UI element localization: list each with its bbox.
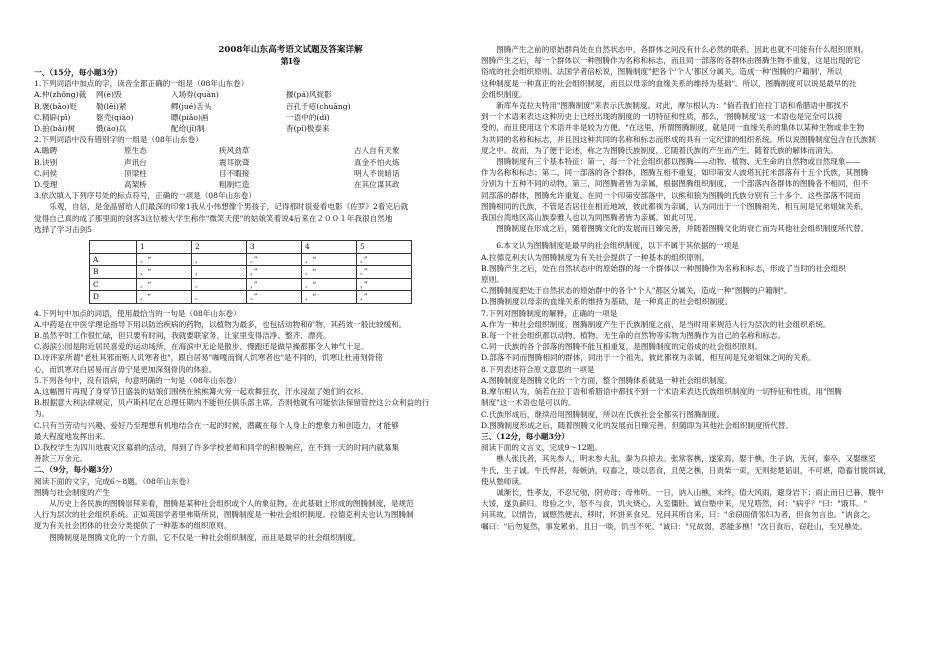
table-row <box>90 253 412 266</box>
option-cell: 百孔千疮(chuāng) <box>286 101 351 111</box>
q3-passage-line: 觉得自己真的成了那里面的剑客3这位被大学生称作"微笑天使"的姑娘笑着说4后来在２００１年我很自然地 <box>34 213 393 223</box>
text-line: C.氏族形成后，继续沿用图腾制度，所以在氏族社会全都实行图腾制度。 <box>481 409 725 419</box>
table-cell: ，“ <box>302 291 357 304</box>
text-line: 心，而饥寒对白居易而言毋宁是更加深刻骨肉的体验。 <box>34 364 217 374</box>
q5-stem: 5.下列各句中，没有语病，句意明确的一句是（08年山东卷） <box>34 375 241 385</box>
text-line: 会组织制度。 <box>481 89 527 99</box>
q1-options <box>34 89 467 134</box>
option-cell: 震耳欲聋 <box>219 157 250 167</box>
option-cell: C.精辟(pì) <box>34 112 71 122</box>
q1-stem: 1.下列词语中加点的字，读音全都正确的一组是（08年山东卷） <box>34 79 249 89</box>
punctuation-table <box>89 240 412 304</box>
table-cell: ，“ <box>137 291 192 304</box>
table-header-cell: 5 <box>357 241 412 254</box>
text-line: 樵人张氏者，其先参人，明末参大乱，秦为兵掠去。张常客樵，遂家焉。娶于樵，生子讷，无何，秦卒，又娶继室 <box>496 454 876 464</box>
option-cell: 揠(pá)风捉影 <box>286 90 332 100</box>
option-cell: 配给(jǐ)制 <box>171 124 205 134</box>
text-line: 图腾产生之前的原始群尚处在自然状态中，各群体之间没有什么必然的联系。因此也就不可能有什么组织原则。 <box>496 45 869 54</box>
text-line: 善款三万余元。 <box>34 454 88 464</box>
text-line: A.中药是在中医学理论指导下用以防治疾病的药物，以植物为最多，也包括动物和矿物，其药效一般比较缓和。 <box>34 319 407 329</box>
text-line: C.同一氏族的各个部落的图腾不能互相重复，是图腾制度的定俗成的社会组织原则。 <box>481 342 763 352</box>
table-cell: ，” <box>357 278 412 291</box>
table-cell: ，” <box>247 278 302 291</box>
table-cell: 。 <box>192 278 247 291</box>
option-cell: 高架桥 <box>124 180 147 190</box>
option-row <box>34 168 467 179</box>
q8-stem: 8.下列表述符合原文意思的一项是 <box>481 364 595 374</box>
q2-options <box>34 145 467 190</box>
text-line: A.这幅图片再现了身穿节日盛装的姑娘们围绕在熊熊篝火旁一起欢舞狂衣，汗水浸湿了她们的衣衫。 <box>34 386 369 396</box>
option-cell: 入场券(quàn) <box>171 90 219 100</box>
option-cell: 真金不怕火炼 <box>354 157 400 167</box>
text-line: B.根据意大利法律规定，贝卢斯科尼在总理任期内不能担任俱乐部主席，否则他就有可能依法保留管控这公众利益的行 <box>34 398 430 408</box>
text-line: 为。 <box>34 409 50 419</box>
text-line: B.摩尔根认为，倘若在拉丁语和希腊语中都找不到一个术语来表达氏族组织制度的一切特征和性质，用"图腾 <box>481 387 842 397</box>
text-line: 图腾制度在形成之后，随着图腾文化的发展而日臻完善，并随着图腾文化的衰亡而为其他社会组织制度所代替。 <box>496 224 869 234</box>
table-cell: A <box>90 253 137 266</box>
option-cell: 在其位谋其政 <box>354 180 400 190</box>
q6-options <box>481 252 914 308</box>
text-line: 我国台湾地区高山族泰雅人也以为同图腾者皆为亲属。如此可见。 <box>481 213 702 223</box>
option-cell: 古人自有天象 <box>354 146 400 156</box>
option-cell: 瞟(piǎo)画 <box>171 112 209 122</box>
text-line: B.图腾产生之后，处在自然状态中的原始群的每一个群体以一种图腾作为名称和标志，形成了当时的社会组织 <box>481 263 846 273</box>
text-line: 使从塾师读。 <box>481 476 527 486</box>
table-cell: ， <box>192 253 247 266</box>
table-header-cell: 2 <box>192 241 247 254</box>
option-cell: 鳏(jué)舌头 <box>171 101 212 111</box>
text-line: 原则。 <box>481 275 504 285</box>
table-cell: 。“ <box>302 278 357 291</box>
q7-options <box>481 319 914 364</box>
section-2-header: 二、（9分，每小题3分） <box>34 465 117 475</box>
text-line: 这种制度是一种真正的社会组织制度，而且以母亲的血缘关系的维持为基础"。所以，图腾制度可以说是最早的社 <box>481 78 857 88</box>
q3-stem: 3.依次填入下列序号处的标点符号，正确的一项是（08年山东卷） <box>34 191 256 201</box>
text-line: 诚渐长，性孝友，不忍兄劬，阴劝母；母弗听。一日，讷入山樵，未终，值大风雨，避身岩下；雨止而日已暮，腹中 <box>496 487 884 497</box>
text-line: 制度"这一术语也是可以的。 <box>481 398 576 408</box>
table-row <box>90 266 412 279</box>
text-line: A.作为一种社会组织制度，图腾制度产生于氏族制度之前，是当时用来规范人行为层次的社会组织系统。 <box>481 319 831 329</box>
table-header-cell: 4 <box>302 241 357 254</box>
table-row <box>90 278 412 291</box>
q8-options <box>481 375 914 431</box>
text-line: C.海滨公园是附近居民喜爱的运动场所，在海滨中无论是散步、慢跑还是做早操都都令人神气十足。 <box>34 342 369 352</box>
text-line: A.图腾制度是图腾文化的一个方面，整个图腾体系就是一种社会组织制度。 <box>481 375 732 385</box>
left-column <box>34 44 467 543</box>
option-row <box>34 123 467 134</box>
option-cell: 顶梁柱 <box>124 168 147 178</box>
table-cell: C <box>90 278 137 291</box>
text-line: 度之中。故而，为了便于论述，称之为图腾氏族制度，它随着氏族的产生而产生，随着氏族的解体而消失。 <box>481 145 838 155</box>
table-header-cell: 3 <box>247 241 302 254</box>
q5-options <box>34 386 467 464</box>
table-cell: 。” <box>357 253 412 266</box>
option-cell: 慑(áo)兵 <box>96 124 127 134</box>
option-cell: C.问侯 <box>34 168 58 178</box>
table-cell: 。“ <box>137 253 192 266</box>
table-cell: ，” <box>247 266 302 279</box>
option-cell: A.瞻聘 <box>34 146 58 156</box>
volume-label: 第Ⅰ卷 <box>280 56 301 66</box>
classical-passage <box>481 453 914 531</box>
text-line: 作为名称和标志；第二，同一部落的各个群体，图腾互相不重复，如印第安人波塔瓦托米部落有十五个氏族，其图腾 <box>481 168 869 178</box>
text-line: 嘱曰："后勿复然，事发累弟。且日一啖，饥当不死。"诚曰："兄故弱，恶能多樵！"次日食后，窃赴山，至兄樵处。 <box>481 521 868 531</box>
essay-paragraph: 图腾制度是图腾文化的一个方面，它不仅是一种社会组织制度，而且是最早的社会组织制度。 <box>49 532 361 542</box>
q4-options <box>34 319 467 375</box>
table-cell: 。 <box>192 291 247 304</box>
table-header-cell <box>90 241 137 254</box>
option-cell: A.仲(zhōng)裁 <box>34 90 87 100</box>
q2-stem: 2.下列词语中没有错别字的一组是（08年山东卷） <box>34 135 203 145</box>
option-cell: 粗制烂造 <box>219 180 250 190</box>
option-cell: 疾风劲草 <box>219 146 250 156</box>
text-line: B.每一个社会组织都以动物、植物、无生命的自然物等实物为图腾作为自己的名称和标志。 <box>481 331 786 341</box>
option-cell: 明人不说暗话 <box>354 168 400 178</box>
option-row <box>34 157 467 168</box>
text-line: D.图腾制度以母亲的血缘关系的维持为基础，是一种真正的社会组织制度。 <box>481 297 733 307</box>
text-line: 为共同的名称和标志，并且因这种共同的名称和标志而形成的具有一定纪律的组织系统。所以说图腾制度包含在氏族制 <box>481 134 876 144</box>
essay-title: 图腾与社会制度的产生 <box>34 487 110 497</box>
text-line: 图腾相同的氏族，不管是否居住在相近地域，彼此都视为亲属，认为同出于一个图腾祖先，相互间是兄弟姐妹关系， <box>481 201 869 211</box>
table-cell: 。” <box>247 291 302 304</box>
option-cell: 网(è)毁 <box>96 90 122 100</box>
table-cell: ，“ <box>137 266 192 279</box>
text-line: 最大程度地发挥出来。 <box>34 431 110 441</box>
table-row <box>90 291 412 304</box>
table-cell: 。“ <box>302 266 357 279</box>
section-1-header: 一、（15分，每小题3分） <box>34 68 122 77</box>
page-title: 2008年山东高考语文试题及答案详解 <box>218 45 363 55</box>
table-cell: ， <box>192 266 247 279</box>
text-line: C.只有当劳动与兴趣、爱好乃至理想有机地结合在一起的时候，潜藏在每个人身上的想象力和创造力，才能够 <box>34 420 399 430</box>
text-line: D.图腾制度形成之后，随着图腾文化的发展而日臻完善，但随即为其他社会组织制度所代替。 <box>481 420 793 430</box>
text-line: 到一个术语来表达这种历史上已经出现的制度的一切特征和性质，那么，'图腾制度'这一术语也是完全可以接 <box>481 112 843 122</box>
option-cell: 勒(lēi)紧 <box>96 101 127 111</box>
table-cell: 。” <box>247 253 302 266</box>
option-row <box>34 112 467 123</box>
q6-stem: 6.本文认为图腾制度是最早的社会组织制度，以下不属于其依据的一项是 <box>496 241 739 251</box>
text-line: C.图腾制度把处于自然状态的原始群中的各个"个人"都区分属关，造成一种"图腾的户籍制"。 <box>481 286 792 296</box>
text-line: D.诗评家所谓"老杜其邪而贿人讥寒者也"，跟白居易"咖嘎而悯人饥寒者也"是不同的，饥寒让杜甫刻骨铭 <box>34 353 383 363</box>
option-row <box>34 179 467 190</box>
option-row <box>34 101 467 112</box>
option-cell: 杳(pǐ)极泰来 <box>286 124 330 134</box>
table-cell: ，” <box>357 291 412 304</box>
table-cell: D <box>90 291 137 304</box>
table-cell: ，“ <box>302 253 357 266</box>
essay-paragraph: 从历史上各民族的图腾崇拜来看，图腾是某种社会组织或个人的象征物。在此基础上形成的图腾制度，是规范 <box>49 499 414 508</box>
option-cell: 一语中的(dì) <box>286 112 330 122</box>
text-line: 同部落的群体，图腾允许重复。在同一个印第安部落中，以熊和狼为图腾的氏族分别有三十多个。这些部落不同而 <box>481 190 861 200</box>
text-line: 图腾制度有三个基本特征：第一，每一个社会组织都以图腾——动物、植物、无生命的自然物或自然现象—— <box>496 157 861 167</box>
table-cell: 。” <box>357 266 412 279</box>
essay-paragraph: 度为有关社会团体的社会分类提供了一种基本的组织原则。 <box>34 521 232 531</box>
text-line: D.我校学生为四川地震灾区募捐的活动，得到了许多学校老师和同学的积极响应，在不到一天的时间内就募集 <box>34 442 400 452</box>
text-line: 牛氏，生子诚。牛氏悍甚，每嫉讷，叹畜之，啖以恶食，且使之樵，日责柴一束，无则挞楚诟诅，不可堪，隐畜甘脆饵诚， <box>481 465 892 475</box>
option-row <box>34 145 467 156</box>
essay-paragraph: 人行为层次的社会组织系统。正如英国学者里弗斯所说，图腾制度是一种社会组织制度。拉德克利夫也认为图腾制 <box>34 510 414 520</box>
text-line: 分别为十五种不同的动物。第三，同图腾者皆为亲属，根据图腾组织制度，一个部落内各群体的图腾各不相同，但不 <box>481 179 869 189</box>
table-header-cell: 1 <box>137 241 192 254</box>
essay-continued <box>481 44 914 234</box>
option-cell: D.受理 <box>34 180 58 190</box>
text-line: 俗成的社会组织原则。法国学者倍松说，图腾制度"把各个'个人'都区分属关，造成一种'图腾的户籍制'，所以 <box>481 67 843 77</box>
option-cell: 目不暇接 <box>219 168 250 178</box>
option-cell: B.诀别 <box>34 157 58 167</box>
option-cell: D.拍(bǎi)树 <box>34 124 76 134</box>
text-line: 受的，而且使用这个术语并非是较为方便。"在这里，所谓图腾制度，就是同一血缘关系的集体以某种生物或非生物 <box>481 123 865 133</box>
text-line: 图腾产生之后，每一个群体以一种图腾作为名称和标志，而且同一部落的各群体由图腾生物不重复，这是出现的它 <box>481 56 861 66</box>
text-line: D.部落不同而图腾相同的群体，同出于一个祖先，彼此都视为亲属，相互间是兄弟姐妹之间的关系。 <box>481 353 816 363</box>
section-3-intro: 阅读下面的文言文，完成9～12题。 <box>481 443 602 453</box>
text-line: A.拉德克利夫认为图腾制度为有关社会提供了一种基本的组织原则。 <box>481 252 710 262</box>
option-cell: 原生态 <box>124 146 147 156</box>
section-2-intro: 阅读下面的文字，完成6～8题。（08年山东卷） <box>34 476 194 486</box>
right-column <box>481 44 914 532</box>
text-line: 问其故，以情告，诚愍然便去，移时，怀饼来食兄。兄问其所自来，曰："余窃面倩邻妇为者，但食勿言也。"讷食之， <box>481 510 876 520</box>
q3-passage-line: 乐观，自信，是金晶留给人们最深的印象1我从小伟想像个男孩子，记得那时很爱看电影《佐罗》2看完后就 <box>49 202 409 212</box>
q4-stem: 4.下列句中加点的词语，使用最恰当的一句是（08年山东卷） <box>34 308 241 318</box>
option-cell: 躯壳(qiào) <box>96 112 134 122</box>
section-3-header: 三、（12分，每小题3分） <box>481 431 569 441</box>
text-line: B.虽然平时工作很忙碌，但只要有时间，我就要联家务，让家里变得洁净、整齐、漂亮。 <box>34 330 331 340</box>
text-line: 大馁，遂负薪归。母验之少，怒不与食，饥火烧心，入室僵卧。诚自塾中来，见兄嗒然，问："病乎？"曰："饿耳。" <box>481 499 868 509</box>
q7-stem: 7.下列对图腾制度的解释，正确的一项是 <box>481 308 618 318</box>
text-line: 新库车克拉夫特用"图腾制度"来表示氏族制度。对此，摩尔根认为："倘若我们在拉丁语和希腊语中都找不 <box>496 101 849 111</box>
option-cell: B.褒(bāo)贬 <box>34 101 78 111</box>
option-cell: 声讯台 <box>124 157 147 167</box>
table-cell: 。“ <box>137 278 192 291</box>
option-row <box>34 89 467 100</box>
q3-passage-line: 选择了学习击剑5 <box>34 224 92 234</box>
table-cell: B <box>90 266 137 279</box>
